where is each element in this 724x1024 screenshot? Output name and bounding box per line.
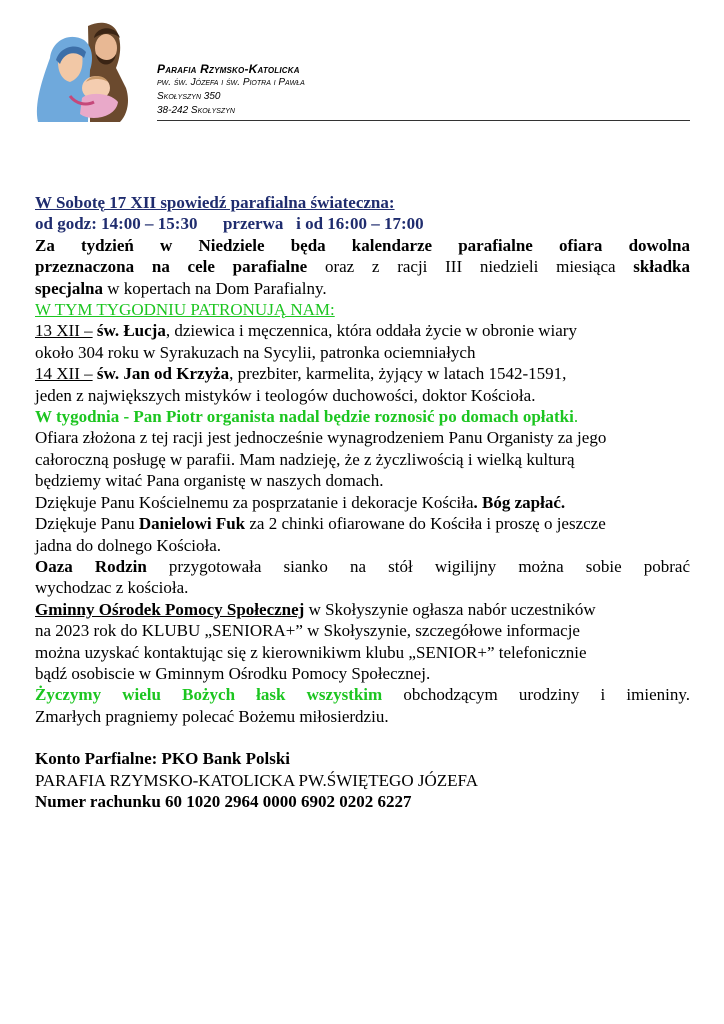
calendar-line-3: specjalna w kopertach na Dom Parafialny.	[35, 278, 327, 298]
wafers-line-3: będziemy witać Pana organistę w naszych domach.	[35, 471, 384, 491]
gops-line-3: można uzyskać kontaktując się z kierownikiwm klubu „SENIOR+” telefonicznie	[35, 642, 587, 662]
confession-hours: od godz: 14:00 – 15:30 przerwa i od 16:00 – 17:00	[35, 214, 424, 234]
gops-line-2: na 2023 rok do KLUBU „SENIORA+” w Skołyszynie, szczegółowe informacje	[35, 621, 580, 641]
thanks-donor: Dziękuje Panu Danielowi Fuk za 2 chinki ofiarowane do Kościła i proszę o jeszcze	[35, 514, 606, 534]
header-divider	[157, 120, 690, 121]
oaza-line-1: Oaza Rodzin przygotowała sianko na stół wigilijny można sobie pobrać	[35, 556, 690, 576]
bank-title: Konto Parfialne: PKO Bank Polski	[35, 749, 291, 769]
bank-account-number: Numer rachunku 60 1020 2964 0000 6902 0202 6227	[35, 791, 412, 811]
oaza-line-2: wychodzac z kościoła.	[35, 578, 189, 598]
parish-patrons: pw. św. Józefa i św. Piotra i Pawła	[157, 77, 305, 88]
confession-title: W Sobotę 17 XII spowiedź parafialna świateczna:	[35, 193, 395, 212]
gops-line-1: Gminny Ośrodek Pomocy Społecznej w Skołyszynie ogłasza nabór uczestników	[35, 599, 596, 619]
thanks-sexton: Dziękuje Panu Kościelnemu za posprzatanie i dekoracje Kościła. Bóg zapłać.	[35, 492, 566, 512]
wishes-line-2: Zmarłych pragniemy polecać Bożemu miłosierdziu.	[35, 706, 389, 726]
gops-line-4: bądź osobiscie w Gminnym Ośrodku Pomocy Społecznej.	[35, 663, 431, 683]
calendar-line-1: Za tydzień w Niedziele będa kalendarze parafialne ofiara dowolna	[35, 235, 690, 255]
parish-header	[157, 62, 305, 118]
patrons-title: W TYM TYGODNIU PATRONUJĄ NAM:	[35, 300, 335, 320]
wafers-line-1: Ofiara złożona z tej racji jest jednocześnie wynagrodzeniem Panu Organisty za jego	[35, 428, 607, 448]
parish-address: Skołyszyn 350	[157, 91, 221, 102]
wishes-line-1: Życzymy wielu Bożych łask wszystkim obchodzącym urodziny i imieniny.	[35, 685, 690, 705]
wafers-line-2: całoroczną posługę w parafii. Mam nadzieję, że z życzliwością i wielką kulturą	[35, 449, 575, 469]
holy-family-logo	[30, 18, 150, 128]
parish-postcode: 38-242 Skołyszyn	[157, 105, 235, 116]
calendar-line-2: przeznaczona na cele parafialne oraz z racji III niedzieli miesiąca składka	[35, 257, 690, 277]
announcements-body	[35, 192, 690, 812]
patron-john-desc: jeden z największych mistyków i teologów duchowości, doktor Kościoła.	[35, 385, 536, 405]
patron-john: 14 XII – św. Jan od Krzyża, prezbiter, karmelita, żyjący w latach 1542-1591,	[35, 364, 567, 384]
wafers-title: W tygodnia - Pan Piotr organista nadal będzie roznosić po domach opłatki.	[35, 407, 579, 427]
patron-lucia-desc: około 304 roku w Syrakuzach na Sycylii, patronka ociemniałych	[35, 342, 476, 362]
patron-lucia: 13 XII – św. Łucja, dziewica i męczennica, która oddała życie w obronie wiary	[35, 321, 577, 341]
thanks-donor-cont: jadna do dolnego Kościoła.	[35, 535, 222, 555]
bank-owner: PARAFIA RZYMSKO-KATOLICKA PW.ŚWIĘTEGO JÓZEFA	[35, 770, 478, 790]
parish-name: Parafia Rzymsko-Katolicka	[157, 62, 300, 76]
